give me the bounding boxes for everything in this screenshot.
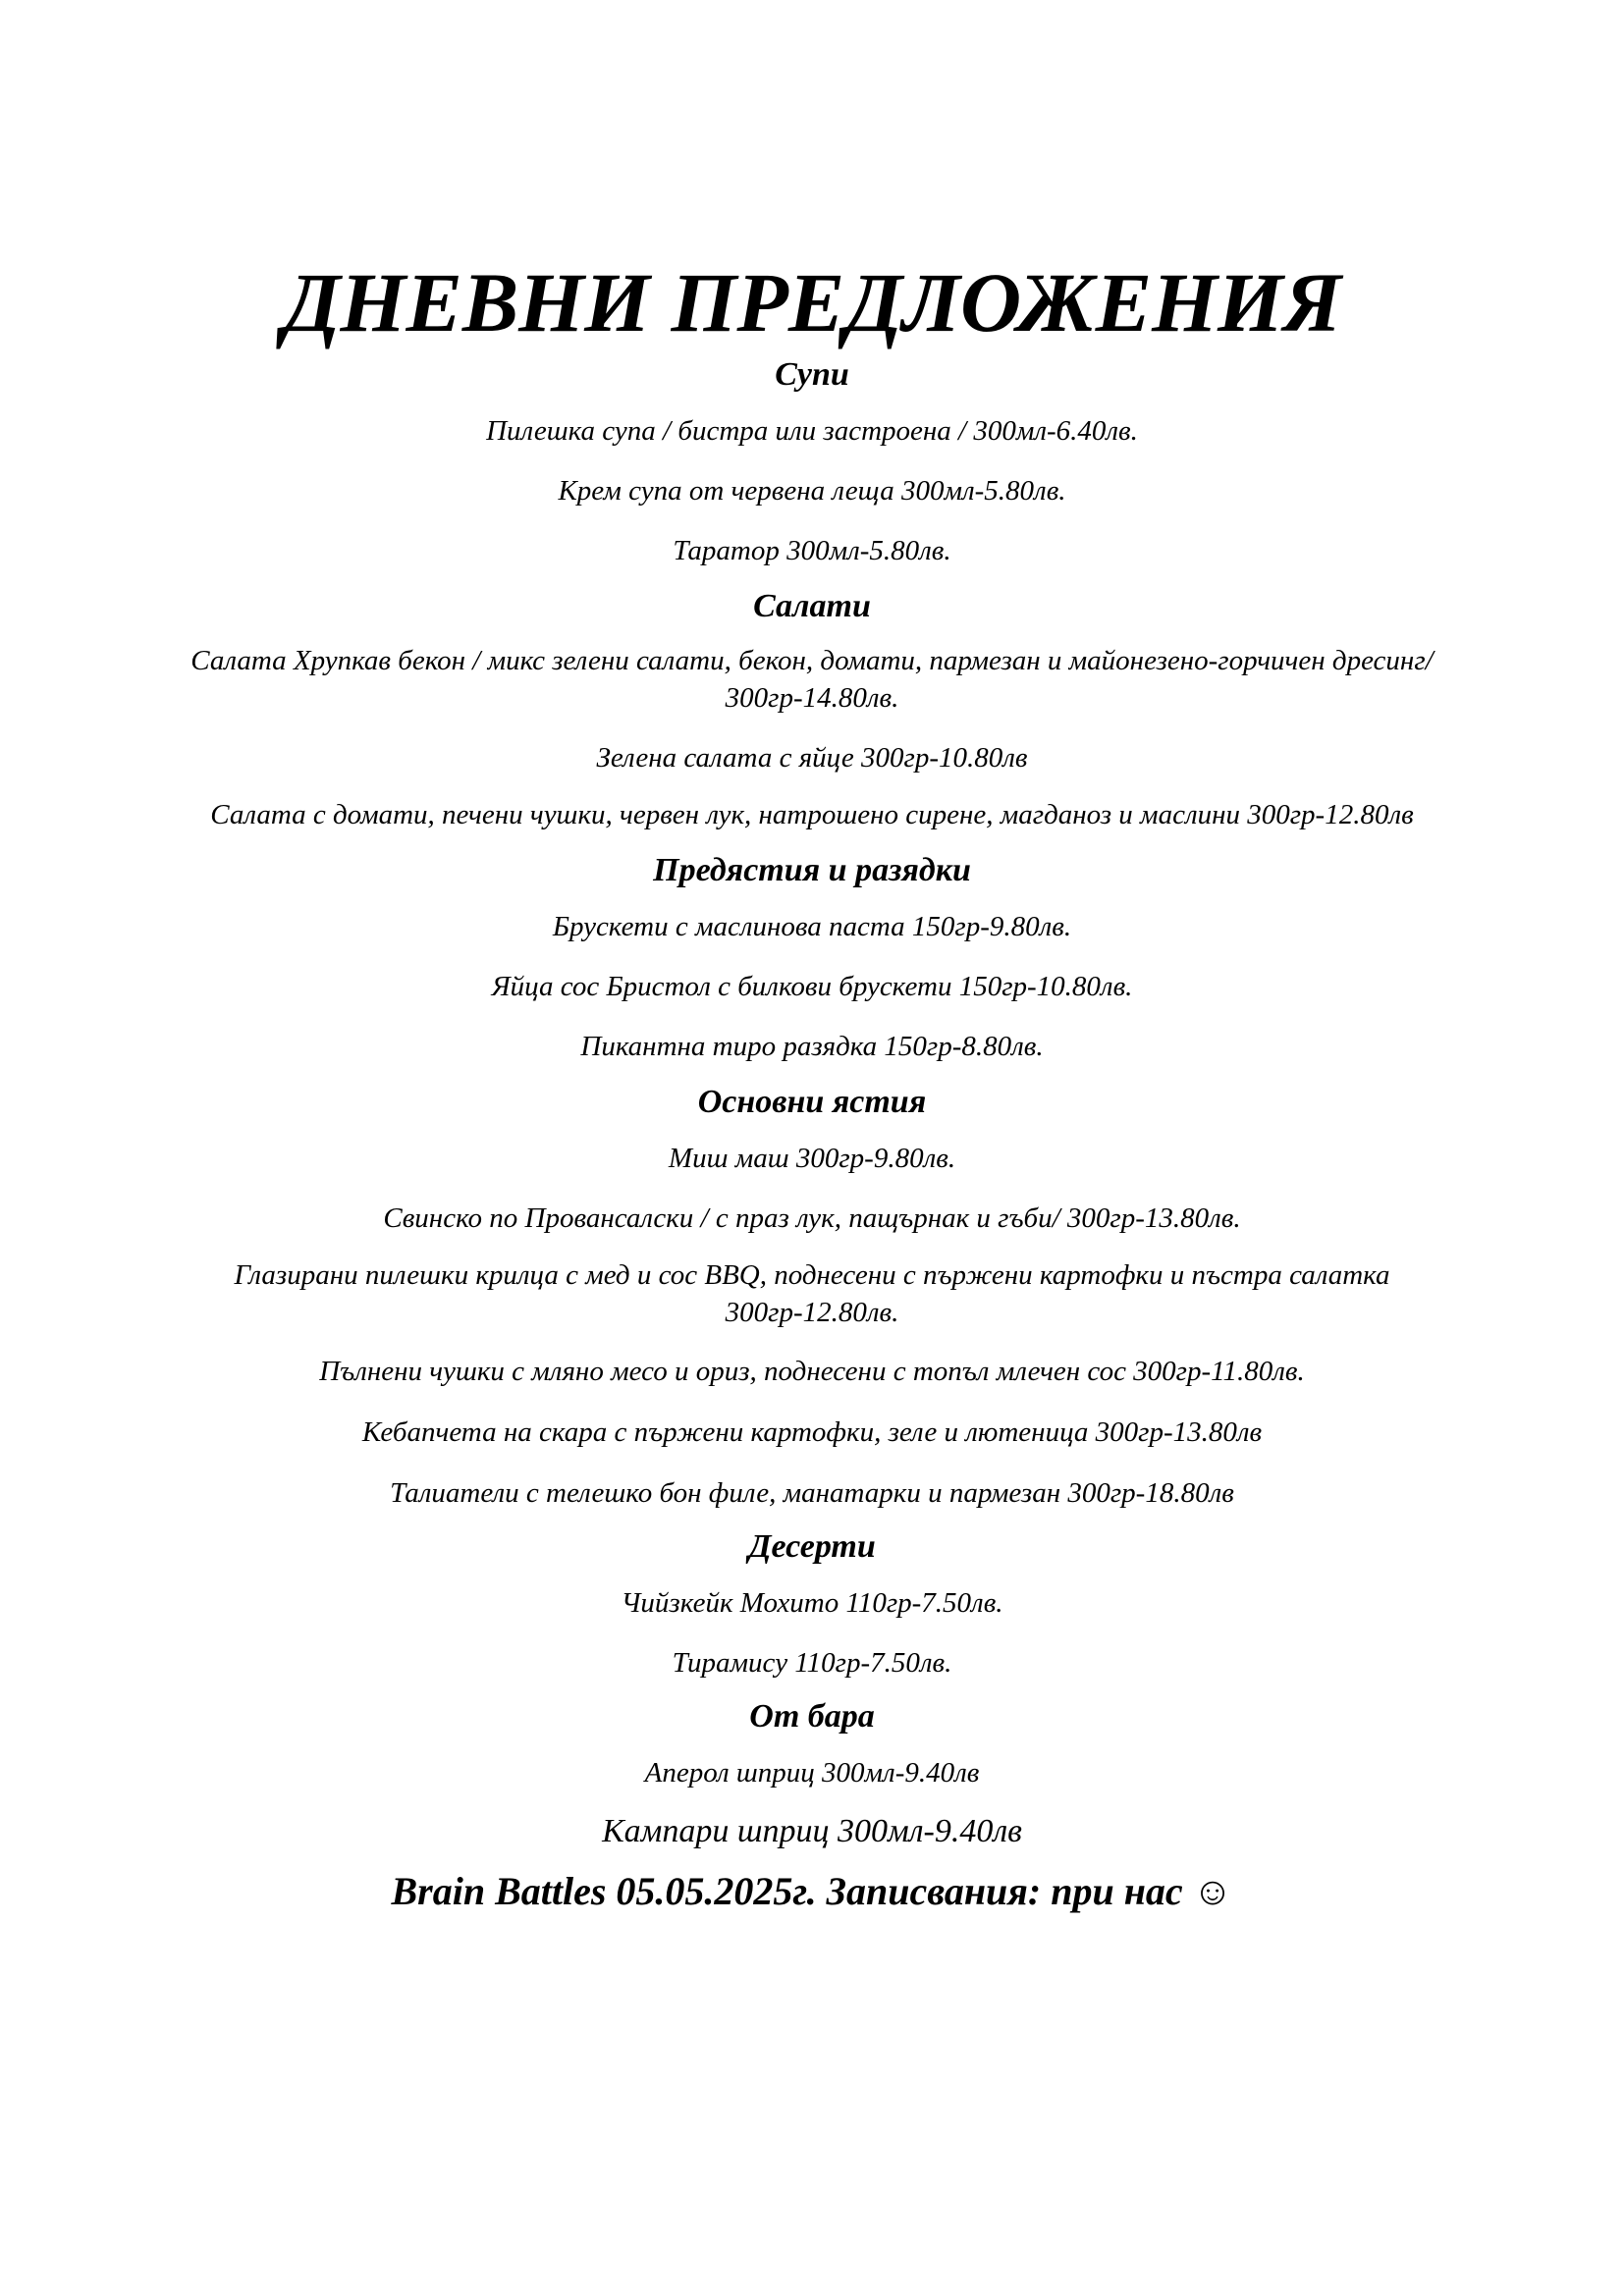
section-soups — [147, 353, 1477, 569]
menu-item: Салата Хрупкав бекон / микс зелени салати, бекон, домати, пармезан и майонезено-горчичен дресинг/ 300гр-14.80лв. — [190, 645, 1434, 714]
menu-item: Брускети с маслинова паста 150гр-9.80лв. — [552, 911, 1072, 942]
menu-item: Глазирани пилешки крилца с мед и сос BBQ, поднесени с пържени картофки и пъстра салатка 300гр-12.80лв. — [234, 1259, 1390, 1328]
menu-item: Пикантна тиро разядка 150гр-8.80лв. — [580, 1031, 1044, 1062]
menu-item: Пилешка супа / бистра или застроена / 300мл-6.40лв. — [486, 415, 1138, 447]
menu-item: Зелена салата с яйце 300гр-10.80лв — [596, 742, 1028, 774]
section-starters — [147, 849, 1477, 1065]
menu-item: Яйца сос Бристол с билкови брускети 150гр-10.80лв. — [491, 971, 1133, 1002]
section-title-soups: Супи — [775, 356, 849, 393]
section-mains — [147, 1081, 1477, 1512]
menu-item: Кебапчета на скара с пържени картофки, зеле и лютеница 300гр-13.80лв — [361, 1416, 1263, 1448]
section-salads — [147, 585, 1477, 833]
menu-item: Крем супа от червена леща 300мл-5.80лв. — [558, 475, 1066, 507]
menu-item: Свинско по Провансалски / с праз лук, пащърнак и гъби/ 300гр-13.80лв. — [383, 1202, 1241, 1234]
section-bar — [147, 1695, 1477, 1854]
menu-item: Кампари шприц 300мл-9.40лв — [602, 1813, 1022, 1849]
menu-content — [147, 253, 1477, 1917]
section-title-salads: Салати — [753, 588, 871, 624]
menu-item: Аперол шприц 300мл-9.40лв — [644, 1757, 980, 1789]
section-desserts — [147, 1525, 1477, 1682]
menu-item: Таратор 300мл-5.80лв. — [673, 535, 951, 566]
menu-item: Тирамису 110гр-7.50лв. — [672, 1647, 952, 1679]
section-title-starters: Предястия и разядки — [653, 852, 971, 888]
menu-item: Чийзкейк Мохито 110гр-7.50лв. — [621, 1587, 1003, 1619]
menu-item: Талиатели с телешко бон филе, манатарки и пармезан 300гр-18.80лв — [390, 1477, 1234, 1509]
menu-title: ДНЕВНИ ПРЕДЛОЖЕНИЯ — [282, 255, 1342, 349]
menu-item: Салата с домати, печени чушки, червен лук, натрошено сирене, магданоз и маслини 300гр-12.80лв — [210, 799, 1414, 830]
menu-item: Пълнени чушки с мляно месо и ориз, поднесени с топъл млечен сос 300гр-11.80лв. — [319, 1356, 1305, 1387]
section-title-mains: Основни ястия — [697, 1084, 927, 1120]
section-title-bar: От бара — [749, 1698, 875, 1735]
section-title-desserts: Десерти — [748, 1528, 876, 1565]
footer-announcement: Brain Battles 05.05.2025г. Записвания: при нас ☺ — [391, 1869, 1233, 1913]
menu-item: Миш маш 300гр-9.80лв. — [668, 1143, 956, 1174]
